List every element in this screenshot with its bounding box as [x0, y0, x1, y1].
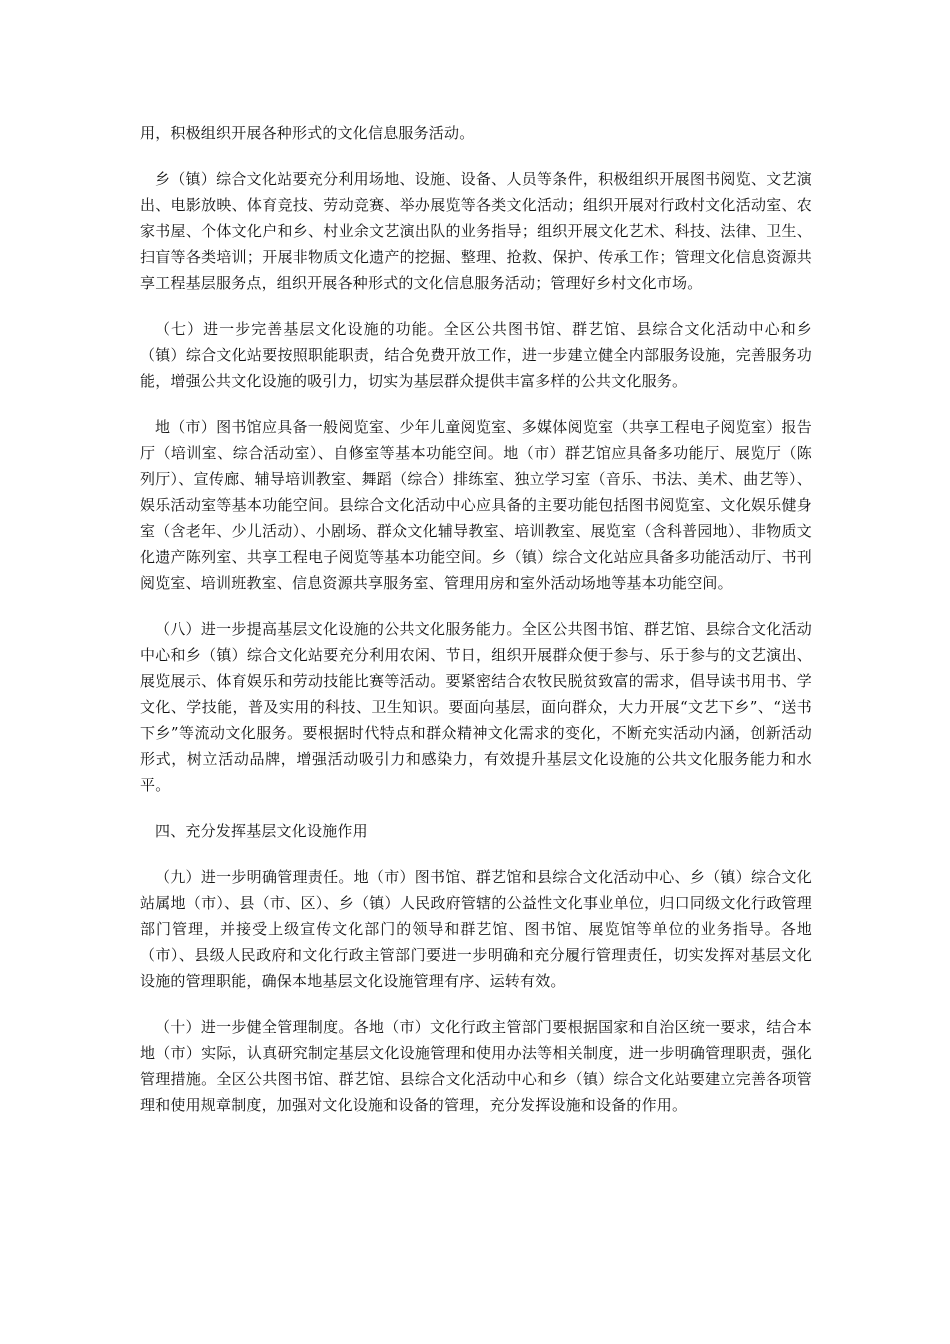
paragraph-continuation: 用，积极组织开展各种形式的文化信息服务活动。 — [140, 124, 475, 142]
section-heading-4: 四、充分发挥基层文化设施作用 — [155, 822, 368, 840]
paragraph-section-8: （八）进一步提高基层文化设施的公共文化服务能力。全区公共图书馆、群艺馆、县综合文化活动中心和乡（镇）综合文化站要充分利用农闲、节日，组织开展群众便于参与、乐于参与的文艺演出、展览展示、体育娱乐和劳动技能比赛等活动。要紧密结合农牧民脱贫致富的需求，倡导读书用书、学文化、学技能，普及实用的科技、卫生知识。要面向基层，面向群众，大力开展“文艺下乡”、“送书下乡”等流动文化服务。要根据时代特点和群众精神文化需求的变化，不断充实活动内涵，创新活动形式，树立活动品牌，增强活动吸引力和感染力，有效提升基层文化设施的公共文化服务能力和水平。 — [140, 620, 812, 794]
paragraph-facility-spaces: 地（市）图书馆应具备一般阅览室、少年儿童阅览室、多媒体阅览室（共享工程电子阅览室）报告厅（培训室、综合活动室）、自修室等基本功能空间。地（市）群艺馆应具备多功能厅、展览厅（陈列厅）、宣传廊、辅导培训教室、舞蹈（综合）排练室、独立学习室（音乐、书法、美术、曲艺等）、娱乐活动室等基本功能空间。县综合文化活动中心应具备的主要功能包括图书阅览室、文化娱乐健身室（含老年、少儿活动）、小剧场、群众文化辅导教室、培训教室、展览室（含科普园地）、非物质文化遗产陈列室、共享工程电子阅览等基本功能空间。乡（镇）综合文化站应具备多功能活动厅、书刊阅览室、培训班教室、信息资源共享服务室、管理用房和室外活动场地等基本功能空间。 — [140, 418, 812, 592]
paragraph-section-9: （九）进一步明确管理责任。地（市）图书馆、群艺馆和县综合文化活动中心、乡（镇）综合文化站属地（市）、县（市、区）、乡（镇）人民政府管辖的公益性文化事业单位，归口同级文化行政管理部门管理，并接受上级宣传文化部门的领导和群艺馆、图书馆、展览馆等单位的业务指导。各地（市）、县级人民政府和文化行政主管部门要进一步明确和充分履行管理责任，切实发挥对基层文化设施的管理职能，确保本地基层文化设施管理有序、运转有效。 — [140, 868, 812, 990]
paragraph-section-7: （七）进一步完善基层文化设施的功能。全区公共图书馆、群艺馆、县综合文化活动中心和乡（镇）综合文化站要按照职能职责，结合免费开放工作，进一步建立健全内部服务设施，完善服务功能，增强公共文化设施的吸引力，切实为基层群众提供丰富多样的公共文化服务。 — [140, 320, 812, 390]
paragraph-township-station: 乡（镇）综合文化站要充分利用场地、设施、设备、人员等条件，积极组织开展图书阅览、文艺演出、电影放映、体育竞技、劳动竞赛、举办展览等各类文化活动；组织开展对行政村文化活动室、农家书屋、个体文化户和乡、村业余文艺演出队的业务指导；组织开展文化艺术、科技、法律、卫生、扫盲等各类培训；开展非物质文化遗产的挖掘、整理、抢救、保护、传承工作；管理文化信息资源共享工程基层服务点，组织开展各种形式的文化信息服务活动；管理好乡村文化市场。 — [140, 170, 812, 292]
paragraph-section-10: （十）进一步健全管理制度。各地（市）文化行政主管部门要根据国家和自治区统一要求，结合本地（市）实际，认真研究制定基层文化设施管理和使用办法等相关制度，进一步明确管理职责，强化管理措施。全区公共图书馆、群艺馆、县综合文化活动中心和乡（镇）综合文化站要建立完善各项管理和使用规章制度，加强对文化设施和设备的管理，充分发挥设施和设备的作用。 — [140, 1018, 812, 1114]
document-body — [140, 120, 812, 1138]
